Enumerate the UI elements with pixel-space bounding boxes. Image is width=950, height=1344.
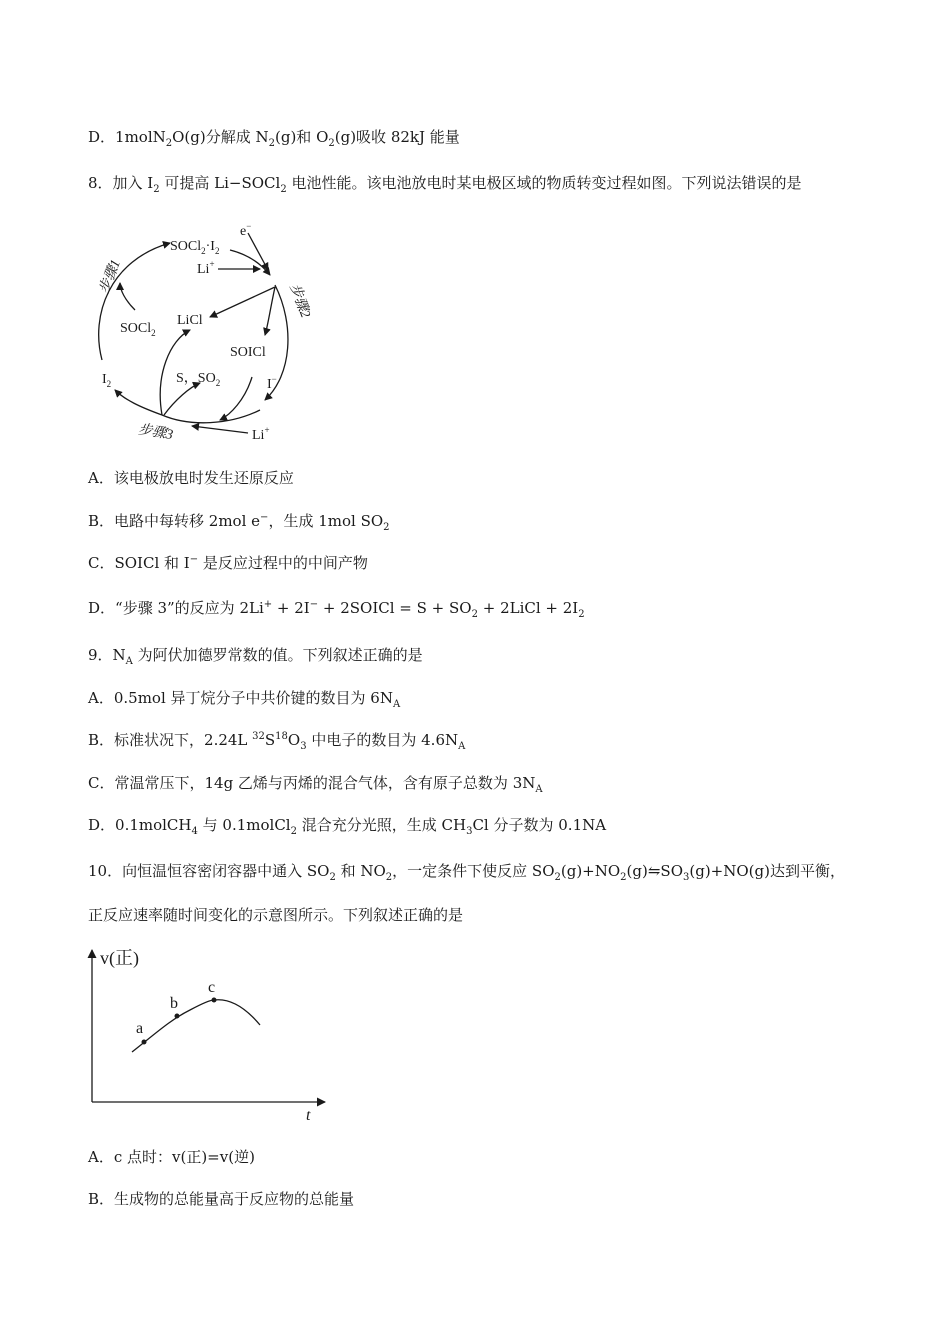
step2-label: 步骤2 [286,281,313,320]
svg-text:Li+: Li+ [252,425,270,443]
q9-stem: 9．$N_A$ 为阿伏加德罗常数的值。下列叙述正确的是 [88,646,423,667]
q9-option-b: B．标准状况下，2.24L $^{32}S^{18}O_3$ 中电子的数目为 $4.6N_A$ [88,731,466,752]
point-a [142,1040,147,1045]
electron-arrow [248,233,268,270]
point-c [212,998,217,1003]
svg-text:I−: I− [267,374,277,392]
q8-option-a: A．该电极放电时发生还原反应 [88,469,294,487]
q8-stem: 8．加入 $I_2$ 可提高 Li−SOCl$_2$ 电池性能。该电池放电时某电极区域的物质转变过程如图。下列说法错误的是 [88,174,802,195]
q8-option-d: D．“步骤 3”的反应为 2Li+ + 2I− + 2SOICl = $S + SO_2$ + 2LiCl + $2I_2$ [88,599,585,620]
point-c-label: c [208,979,216,996]
li-bottom-label: Li [252,428,265,443]
iodide-label: I [267,377,272,392]
rate-curve [132,1000,260,1052]
q9-option-c: C．常温常压下，14g 乙烯与丙烯的混合气体，含有原子总数为 $3N_A$ [88,774,543,795]
x-axis-label: t [306,1107,311,1124]
li-top-label: Li [197,262,210,277]
rate-time-chart [80,942,340,1131]
q10-stem-line1: 10．向恒温恒容密闭容器中通入 $SO_2$ 和 $NO_2$，一定条件下使反应 $SO_2(g)+NO_2(g)⇋SO_3(g)+NO(g)$达到平衡， [88,862,845,883]
to-licl-arrow [210,287,275,317]
q10-option-b: B．生成物的总能量高于反应物的总能量 [88,1190,355,1208]
arc-bottom [162,410,260,423]
step1-label: 步骤1 [96,257,124,296]
socl2-i2-label: SOCl [170,239,202,254]
step3-to-s-so2 [164,383,200,415]
y-axis-label: v(正) [100,948,139,968]
socl2-arrow [120,283,135,310]
point-b-label: b [170,995,178,1012]
s-so2-label: S，SO [176,371,216,386]
i2-label: I [102,372,107,387]
step3-label: 步骤3 [136,422,175,444]
q9-option-a: A．0.5mol 异丁烷分子中共价键的数目为 $6N_A$ [88,689,401,710]
reaction-cycle-diagram [80,215,320,454]
svg-text:e−: e− [240,221,252,239]
electron-label: e [240,224,247,239]
point-b [175,1014,180,1019]
soicl-to-step3 [220,377,252,420]
to-soicl-arrow [265,287,275,335]
q7-option-d: D．1molN$_2$O(g)分解成 $N_2(g)$和 $O_2(g)$吸收 82kJ 能量 [88,128,460,149]
q10-option-a: A．c 点时：v(正)=v(逆) [88,1148,255,1166]
arc-step3-to-i2 [115,390,162,415]
q10-stem-line2: 正反应速率随时间变化的示意图所示。下列叙述正确的是 [88,906,464,924]
point-a-label: a [136,1020,144,1037]
q8-option-c: C．SOICl 和 I− 是反应过程中的中间产物 [88,554,368,572]
svg-text:Li+: Li+ [197,259,215,277]
svg-text:S，SO2: S，$SO_2$ [176,371,221,388]
soicl-label: SOICl [230,345,266,360]
q9-option-d: D．0.1molCH$_4$ 与 0.1molCl$_2$ 混合充分光照，生成 $CH_3Cl$ 分子数为 0.1NA [88,816,607,837]
licl-label: LiCl [177,313,203,328]
svg-text:SOCl2: SOCl$_2$ [120,321,156,338]
svg-text:SOCl2·I2: $SOCl_2\cdot I_2$ [170,239,220,256]
li-bottom-arrow [192,426,248,433]
q8-option-b: B．电路中每转移 2mol e−，生成 1mol $SO_2$ [88,512,390,533]
socl2-label: SOCl [120,321,152,336]
svg-text:I2: $I_2$ [102,372,112,389]
